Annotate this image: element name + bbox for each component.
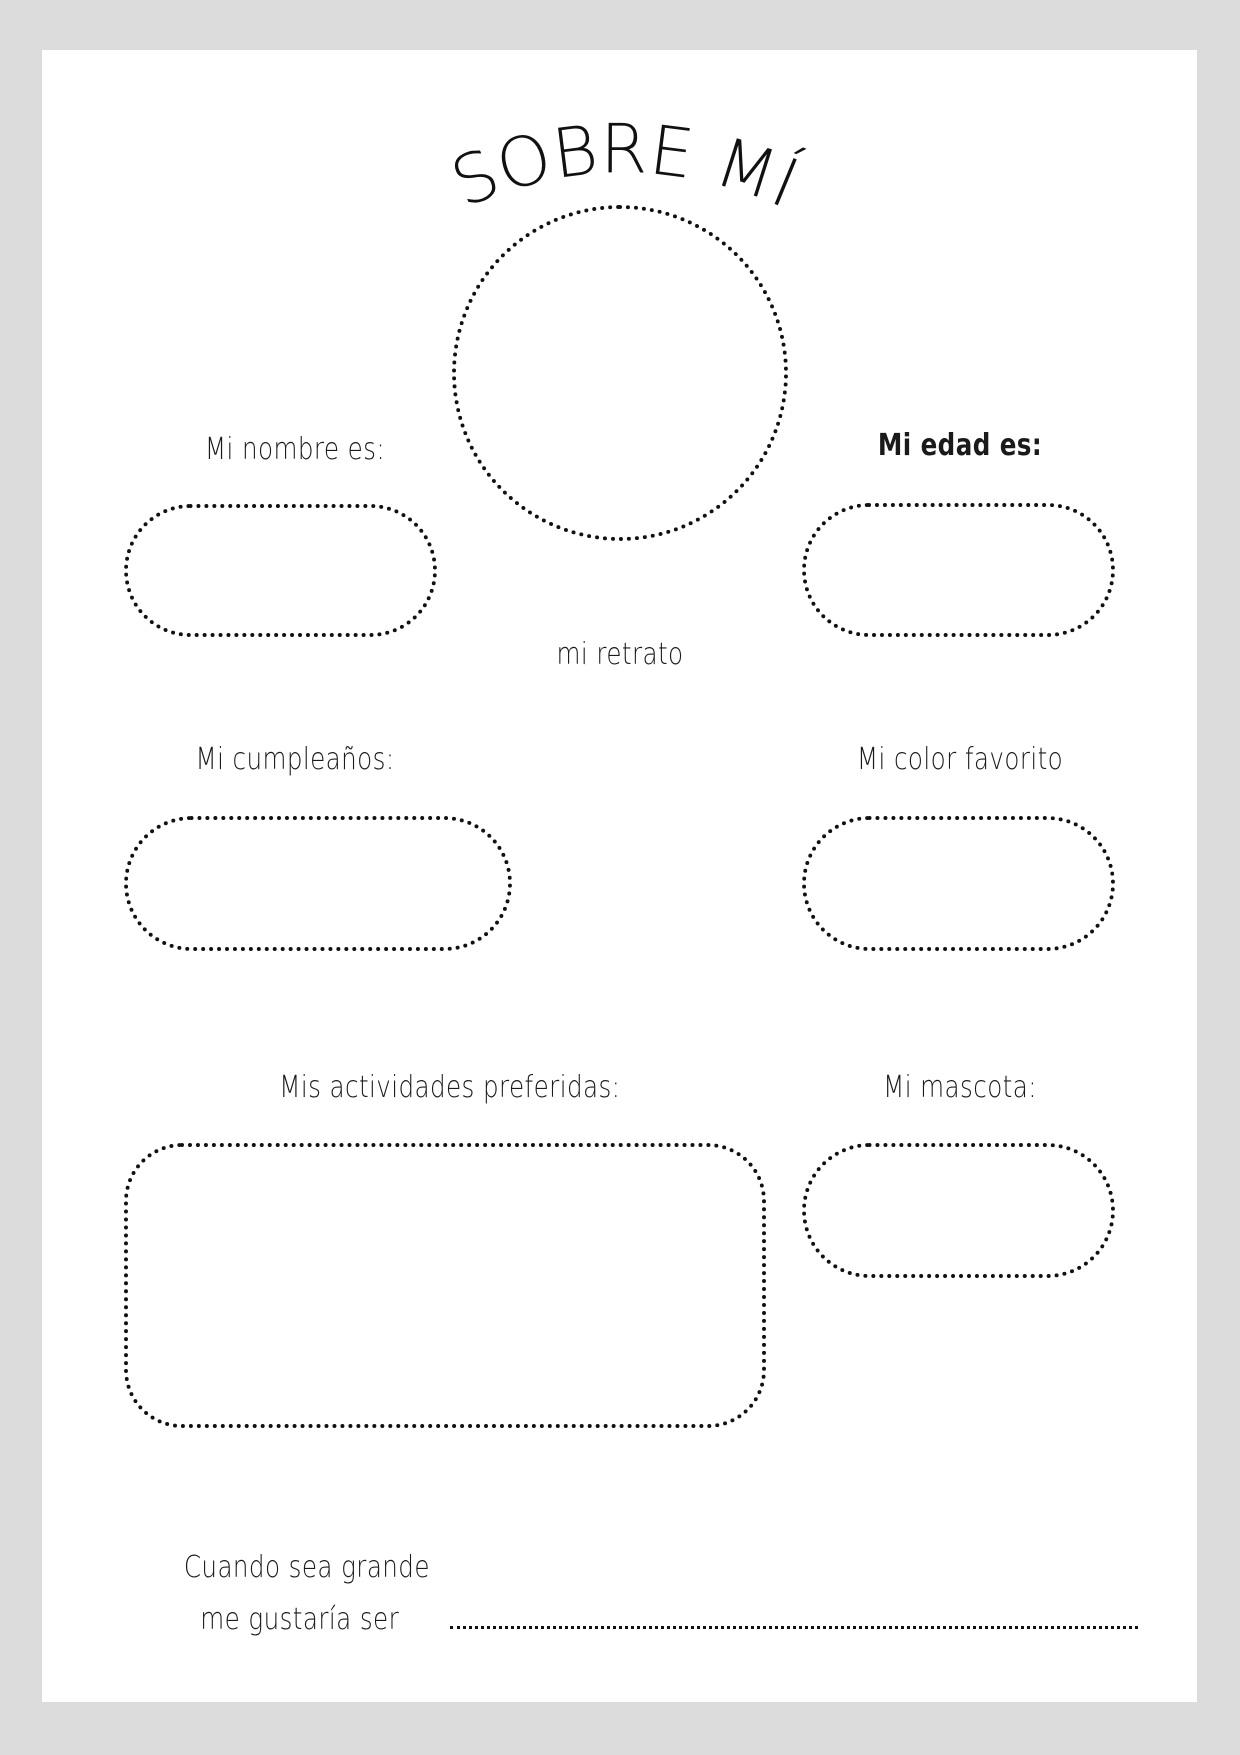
activities-field[interactable] xyxy=(124,1143,766,1428)
page-title xyxy=(410,85,830,225)
birthday-field[interactable] xyxy=(124,816,512,951)
page-title-text: SOBRE MÍ xyxy=(441,110,810,225)
age-label: Mi edad es: xyxy=(877,428,1043,463)
portrait-caption: mi retrato xyxy=(556,637,684,672)
future-line2: me gustaría ser xyxy=(200,1602,400,1637)
pet-label: Mi mascota: xyxy=(883,1070,1037,1105)
favorite-color-label: Mi color favorito xyxy=(856,742,1064,777)
name-field[interactable] xyxy=(124,504,437,637)
pet-field[interactable] xyxy=(802,1143,1115,1278)
activities-label: Mis actividades preferidas: xyxy=(279,1070,621,1105)
future-answer-line[interactable] xyxy=(450,1626,1138,1629)
future-line1: Cuando sea grande xyxy=(183,1550,430,1585)
birthday-label: Mi cumpleaños: xyxy=(195,742,395,777)
name-label: Mi nombre es: xyxy=(204,432,386,467)
age-field[interactable] xyxy=(802,503,1115,637)
portrait-frame[interactable] xyxy=(452,205,788,541)
favorite-color-field[interactable] xyxy=(802,816,1115,951)
